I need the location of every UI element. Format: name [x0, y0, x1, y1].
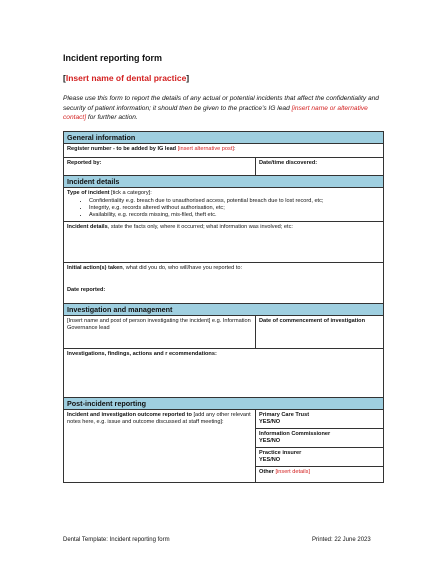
reported-by-cell[interactable]: [64, 158, 256, 176]
other-label: Other: [259, 469, 276, 475]
action-row: [64, 263, 384, 304]
category-item[interactable]: • Availability, e.g. records missing, mis-filed, theft etc.: [89, 212, 380, 219]
register-placeholder: [insert alternative post]: [177, 146, 234, 152]
reporting-body-name: Practice insurer: [259, 450, 302, 456]
commencement-cell[interactable]: [256, 316, 384, 349]
general-section-header: General information: [64, 132, 384, 144]
details-cell[interactable]: [64, 222, 384, 263]
intro-text: Please use this form to report the details of any actual or potential incidents that affect the confidentiality and security of patient information; it should then be given to the practice’s IG lead: [63, 95, 379, 112]
action-hint: , what did you do, who will/have you reported to:: [122, 265, 243, 271]
details-row: [64, 222, 384, 263]
type-hint: [tick a category]:: [109, 190, 152, 196]
findings-cell[interactable]: [64, 349, 384, 398]
reporting-body-cell[interactable]: [256, 448, 384, 467]
investigation-header-row: [64, 304, 384, 316]
findings-label: Investigations, findings, actions and r ecommendations:: [67, 351, 217, 357]
details-hint: , state the facts only, where it occurred; what information was involved; etc:: [107, 224, 293, 230]
incident-form-table: [63, 131, 384, 483]
outcome-label: Incident and investigation outcome reported to: [67, 412, 192, 418]
other-placeholder: [insert details]: [275, 469, 310, 475]
practice-name: [63, 73, 189, 83]
register-label: Register number - to be added by IG lead: [67, 146, 178, 152]
commencement-label: Date of commencement of investigation: [259, 318, 365, 324]
incident-header-row: [64, 176, 384, 188]
datetime-cell[interactable]: [256, 158, 384, 176]
findings-row: [64, 349, 384, 398]
reporting-body-value[interactable]: YES/NO: [259, 438, 281, 444]
register-row: [64, 144, 384, 158]
general-header-row: [64, 132, 384, 144]
practice-name-placeholder: Insert name of dental practice: [65, 73, 187, 83]
type-cell[interactable]: [64, 188, 384, 222]
reported-by-label: Reported by:: [67, 160, 102, 166]
practice-bracket-close: ]: [186, 73, 190, 83]
footer-template-name: Dental Template: Incident reporting form: [63, 537, 170, 543]
reporting-body-value[interactable]: YES/NO: [259, 457, 281, 463]
register-cell[interactable]: [64, 144, 384, 158]
reporting-body-cell[interactable]: [256, 429, 384, 448]
outcome-cell[interactable]: [64, 410, 256, 483]
outcome-row-1: [64, 410, 384, 429]
incident-section-header: Incident details: [64, 176, 384, 188]
footer-printed-date: Printed: 22 June 2023: [312, 537, 371, 543]
other-cell[interactable]: [256, 467, 384, 483]
details-label: Incident details: [67, 224, 108, 230]
datetime-label: Date/time discovered:: [259, 160, 318, 166]
category-list: [67, 198, 380, 219]
category-item[interactable]: • Integrity, e.g. records altered without authorisation, etc;: [89, 205, 380, 212]
reported-row: [64, 158, 384, 176]
reporting-body-name: Information Commissioner: [259, 431, 331, 437]
form-title: Incident reporting form: [63, 53, 162, 63]
action-label: Initial action(s) taken: [67, 265, 123, 271]
reporting-body-cell[interactable]: [256, 410, 384, 429]
reporting-body-value[interactable]: YES/NO: [259, 419, 281, 425]
investigator-row: [64, 316, 384, 349]
register-suffix: :: [233, 146, 236, 152]
investigator-text: [Insert name and post of person investigating the incident] e.g. Information Governance lead: [67, 318, 251, 331]
intro-suffix: for further action.: [86, 114, 138, 122]
category-item[interactable]: • Confidentiality e.g. breach due to unauthorised access, potential breach due to lost record, etc;: [89, 198, 380, 205]
reporting-body-name: Primary Care Trust: [259, 412, 310, 418]
practice-bracket-open: [: [63, 73, 66, 83]
action-cell[interactable]: [64, 263, 384, 304]
post-section-header: Post-incident reporting: [64, 398, 384, 410]
post-header-row: [64, 398, 384, 410]
outcome-hint: [add any other relevant notes here, e.g. issue and outcome discussed at staff meeting]:: [67, 412, 251, 425]
intro-paragraph: [63, 94, 383, 123]
investigator-cell[interactable]: [64, 316, 256, 349]
intro-placeholder: [insert name or alternative contact]: [63, 104, 368, 122]
type-label: Type of incident: [67, 190, 110, 196]
date-reported-label: Date reported:: [67, 287, 106, 293]
type-row: [64, 188, 384, 222]
investigation-section-header: Investigation and management: [64, 304, 384, 316]
